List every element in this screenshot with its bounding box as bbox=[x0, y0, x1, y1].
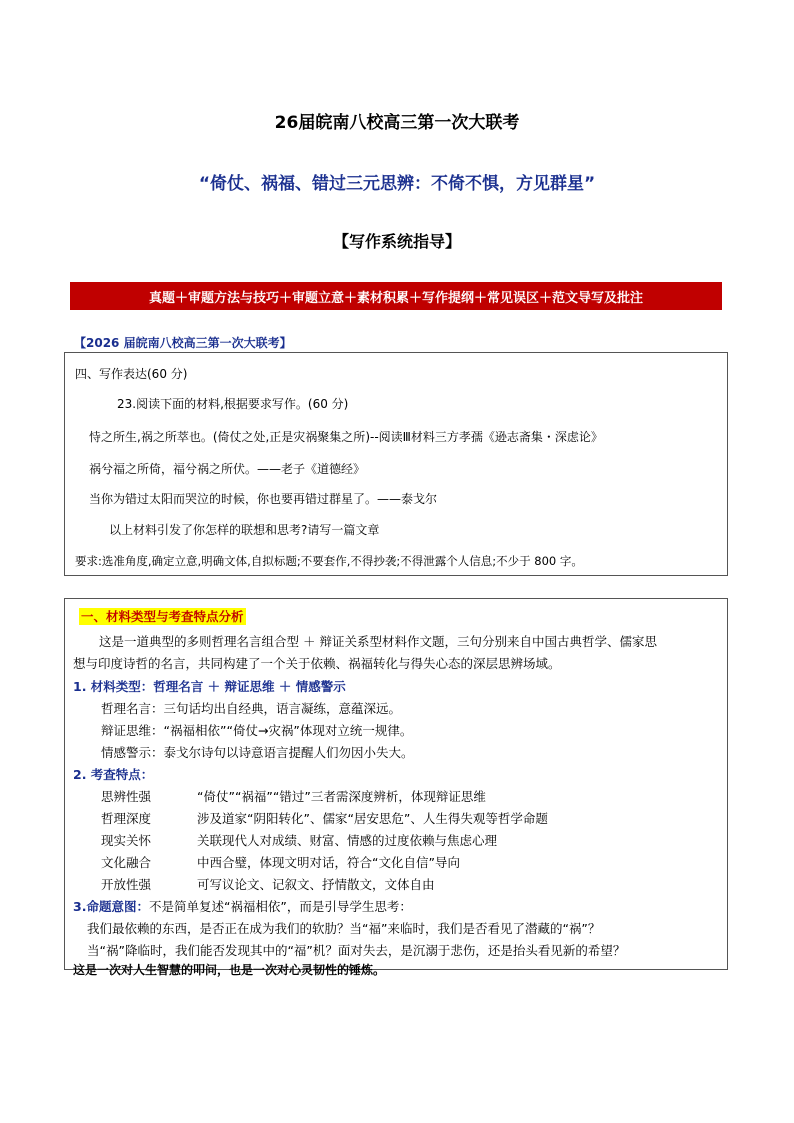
intent-text: 不是简单复述“祸福相依”，而是引导学生思考： bbox=[148, 899, 412, 914]
prompt-quote-3: 当你为错过太阳而哭泣的时候，你也要再错过群星了。——泰戈尔 bbox=[89, 492, 438, 506]
type-text: “祸福相依”“倚仗→灾祸”体现对立统一规律。 bbox=[163, 723, 413, 738]
features-heading: 2. 考查特点： bbox=[73, 767, 154, 782]
feature-text: 可写议论文、记叙文、抒情散文，文体自由 bbox=[197, 877, 435, 892]
type-item bbox=[101, 721, 412, 739]
intent-question-2: 当“祸”降临时，我们能否发现其中的“福”机？面对失去，是沉溺于悲伤，还是抬头看见新的希望？ bbox=[87, 943, 626, 958]
feature-text: 中西合璧，体现文明对话，符合“文化自信”导向 bbox=[197, 855, 460, 870]
analysis-box bbox=[64, 598, 728, 977]
prompt-requirement: 要求:选准角度,确定立意,明确文体,自拟标题;不要套作,不得抄袭;不得泄露个人信息;不少于 800 字。 bbox=[75, 554, 583, 568]
intent-line bbox=[73, 897, 412, 915]
feature-item bbox=[101, 831, 497, 849]
feature-text: “倚仗”“祸福”“错过”三者需深度辨析，体现辩证思维 bbox=[197, 789, 486, 804]
feature-label: 文化融合 bbox=[101, 855, 152, 870]
feature-label: 哲理深度 bbox=[101, 811, 152, 826]
prompt-instruction: 以上材料引发了你怎样的联想和思考?请写一篇文章 bbox=[109, 523, 380, 537]
feature-item bbox=[101, 787, 486, 805]
prompt-box bbox=[64, 352, 728, 576]
topic-banner bbox=[70, 282, 722, 310]
guide-heading: 【写作系统指导】 bbox=[332, 232, 461, 251]
feature-label: 开放性强 bbox=[101, 877, 152, 892]
type-text: 泰戈尔诗句以诗意语言提醒人们勿因小失大。 bbox=[163, 745, 414, 760]
feature-item bbox=[101, 809, 548, 827]
prompt-section: 四、写作表达(60 分) bbox=[75, 367, 188, 381]
analysis-intro-line-1: 这是一道典型的多则哲理名言组合型 ＋ 辩证关系型材料作文题，三句分别来自中国古典哲学、儒家思 bbox=[99, 634, 657, 649]
exam-tag: 【2026 届皖南八校高三第一次大联考】 bbox=[74, 336, 292, 350]
analysis-heading-text: 一、材料类型与考查特点分析 bbox=[81, 609, 244, 624]
banner-text: 真题＋审题方法与技巧＋审题立意＋素材积累＋写作提纲＋常见误区＋范文导写及批注 bbox=[148, 290, 643, 306]
analysis-heading bbox=[79, 607, 246, 625]
prompt-question: 23.阅读下面的材料,根据要求写作。(60 分) bbox=[117, 397, 349, 411]
type-label: 辩证思维： bbox=[101, 723, 164, 738]
prompt-quote-2: 祸兮福之所倚，福兮祸之所伏。——老子《道德经》 bbox=[89, 462, 366, 476]
feature-text: 涉及道家“阴阳转化”、儒家“居安思危”、人生得失观等哲学命题 bbox=[197, 811, 548, 826]
intent-heading: 3.命题意图： bbox=[73, 899, 149, 914]
feature-text: 关联现代人对成绩、财富、情感的过度依赖与焦虑心理 bbox=[197, 833, 498, 848]
type-label: 情感警示： bbox=[101, 745, 164, 760]
intent-question-1: 我们最依赖的东西，是否正在成为我们的软肋？当“福”来临时，我们是否看见了潜藏的“祸”？ bbox=[87, 921, 601, 936]
analysis-intro-line-2: 想与印度诗哲的名言，共同构建了一个关于依赖、祸福转化与得失心态的深层思辨场域。 bbox=[73, 656, 561, 671]
type-item bbox=[101, 699, 401, 717]
type-item bbox=[101, 743, 414, 761]
prompt-quote-1: 恃之所生,祸之所萃也。(倚仗之处,正是灾祸聚集之所)--阅读Ⅲ材料三方孝孺《逊志斋集・深虑论》 bbox=[89, 430, 603, 444]
type-text: 三句话均出自经典，语言凝练，意蕴深远。 bbox=[163, 701, 402, 716]
analysis-closing: 这是一次对人生智慧的叩问，也是一次对心灵韧性的锤炼。 bbox=[73, 963, 386, 977]
type-label: 哲理名言： bbox=[101, 701, 164, 716]
document-subtitle: “倚仗、祸福、错过三元思辨：不倚不惧，方见群星” bbox=[198, 174, 596, 194]
type-heading: 1. 材料类型：哲理名言 ＋ 辩证思维 ＋ 情感警示 bbox=[73, 679, 346, 694]
feature-label: 思辨性强 bbox=[101, 789, 152, 804]
document-title: 26届皖南八校高三第一次大联考 bbox=[274, 113, 520, 133]
feature-item bbox=[101, 853, 460, 871]
feature-label: 现实关怀 bbox=[101, 833, 152, 848]
feature-item bbox=[101, 875, 435, 893]
